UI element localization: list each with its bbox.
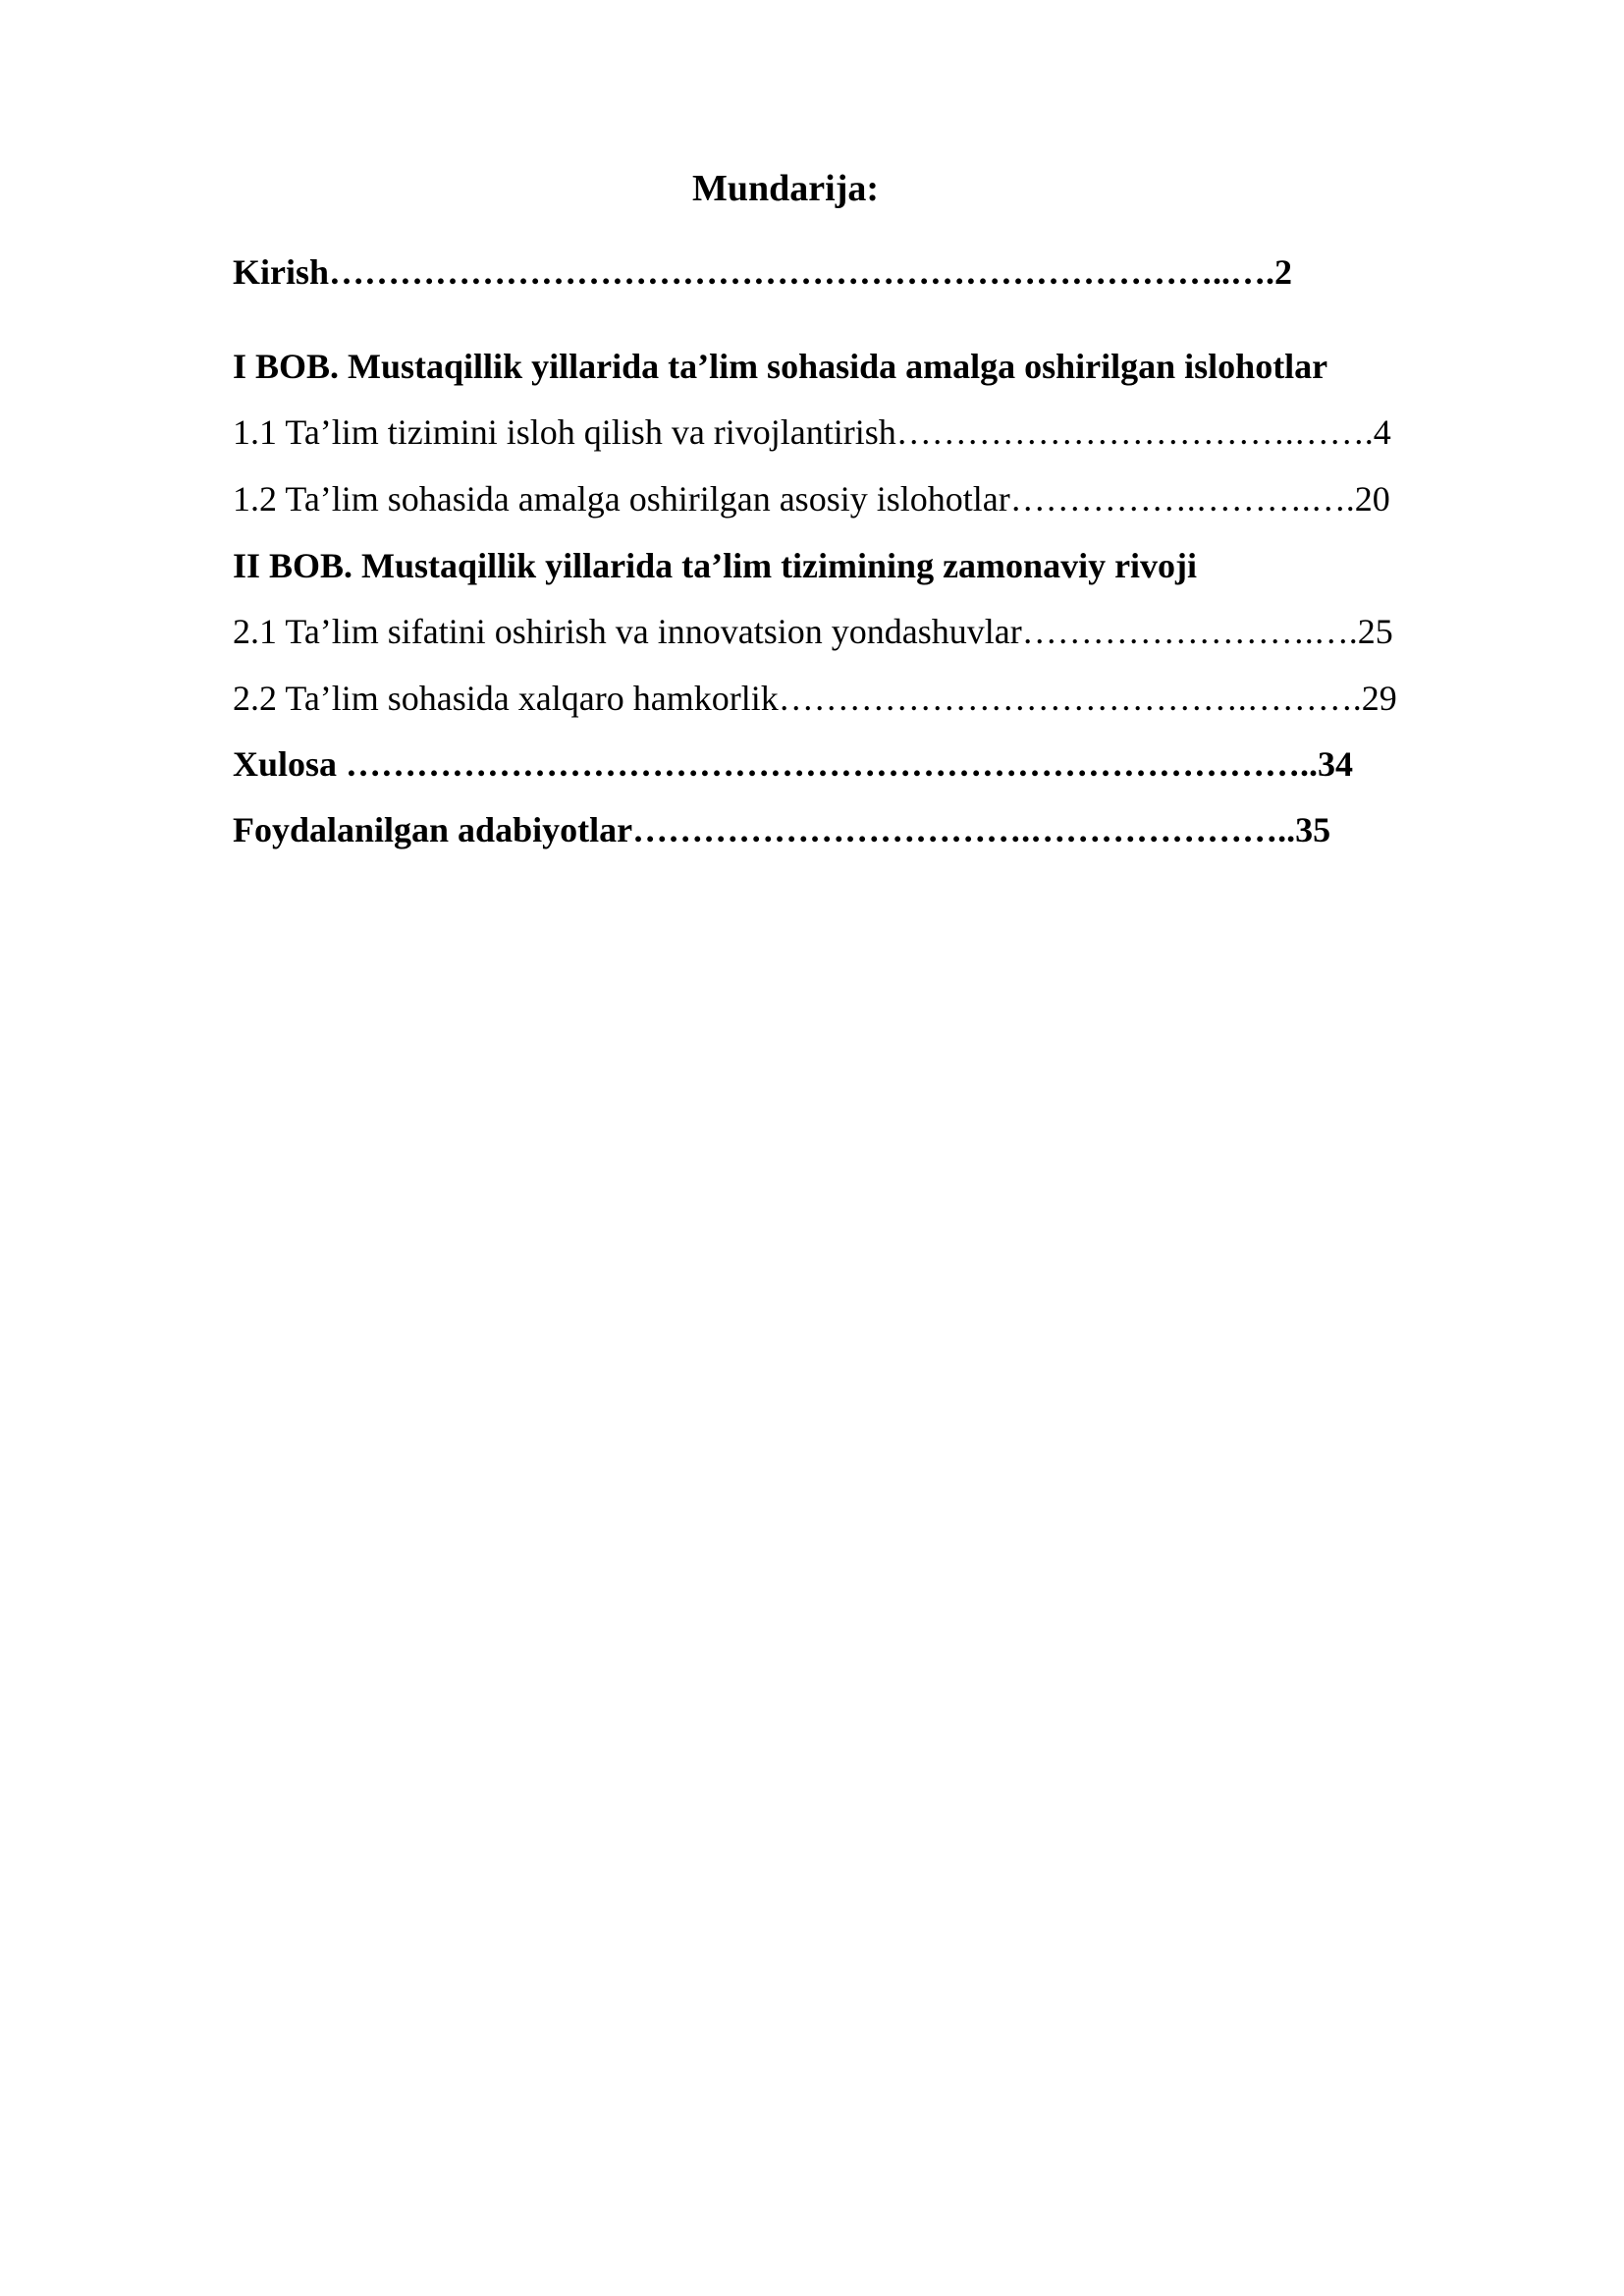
toc-entry-leader: …………………………………………………………………..….: [329, 252, 1275, 292]
toc-entry-2-2: [233, 676, 1397, 721]
toc-entry-label: 2.2 Ta’lim sohasida xalqaro hamkorlik: [233, 679, 779, 718]
toc-chapter-2: [233, 543, 1197, 588]
toc-chapter-label: I BOB. Mustaqillik yillarida ta’lim sohasida amalga oshirilgan islohotlar: [233, 347, 1328, 386]
toc-entry-leader: …………….……….….: [1009, 479, 1355, 519]
toc-entry-page: 2: [1274, 252, 1293, 292]
toc-entry-label: 2.1 Ta’lim sifatini oshirish va innovatsion yondashuvlar: [233, 612, 1022, 651]
toc-entry-label: Foydalanilgan adabiyotlar: [233, 810, 633, 849]
toc-entry-page: 25: [1357, 612, 1393, 651]
toc-chapter-label: II BOB. Mustaqillik yillarida ta’lim tizimining zamonaviy rivoji: [233, 546, 1198, 585]
toc-entry-page: 35: [1295, 810, 1331, 849]
toc-entry-leader: …………………….….: [1021, 612, 1358, 651]
toc-title: Mundarija:: [692, 168, 879, 209]
toc-entry-1-2: [233, 476, 1390, 521]
toc-entry-leader: ………………………………….……….: [778, 679, 1362, 718]
toc-entry-page: 34: [1318, 744, 1354, 784]
toc-entry-label: 1.2 Ta’lim sohasida amalga oshirilgan asosiy islohotlar: [233, 479, 1010, 519]
toc-entry-label: Kirish: [233, 252, 330, 292]
toc-entry-leader: …………………………….…………………..: [632, 810, 1296, 849]
toc-entry-2-1: [233, 609, 1393, 654]
toc-entry-1-1: [233, 410, 1391, 455]
toc-entry-leader: ………………………………………………………………………..: [346, 744, 1319, 784]
toc-entry-label: 1.1 Ta’lim tizimini isloh qilish va rivojlantirish: [233, 412, 896, 452]
toc-entry-label: Xulosa: [233, 744, 347, 784]
toc-entry-page: 20: [1354, 479, 1390, 519]
toc-entry-page: 4: [1373, 412, 1391, 452]
toc-entry-leader: …………………………….…….: [895, 412, 1374, 452]
toc-entry-page: 29: [1361, 679, 1397, 718]
toc-chapter-1: [233, 344, 1327, 389]
toc-entry-xulosa: [233, 741, 1353, 787]
toc-entry-adabiyotlar: [233, 807, 1330, 852]
toc-entry-kirish: [233, 249, 1292, 295]
